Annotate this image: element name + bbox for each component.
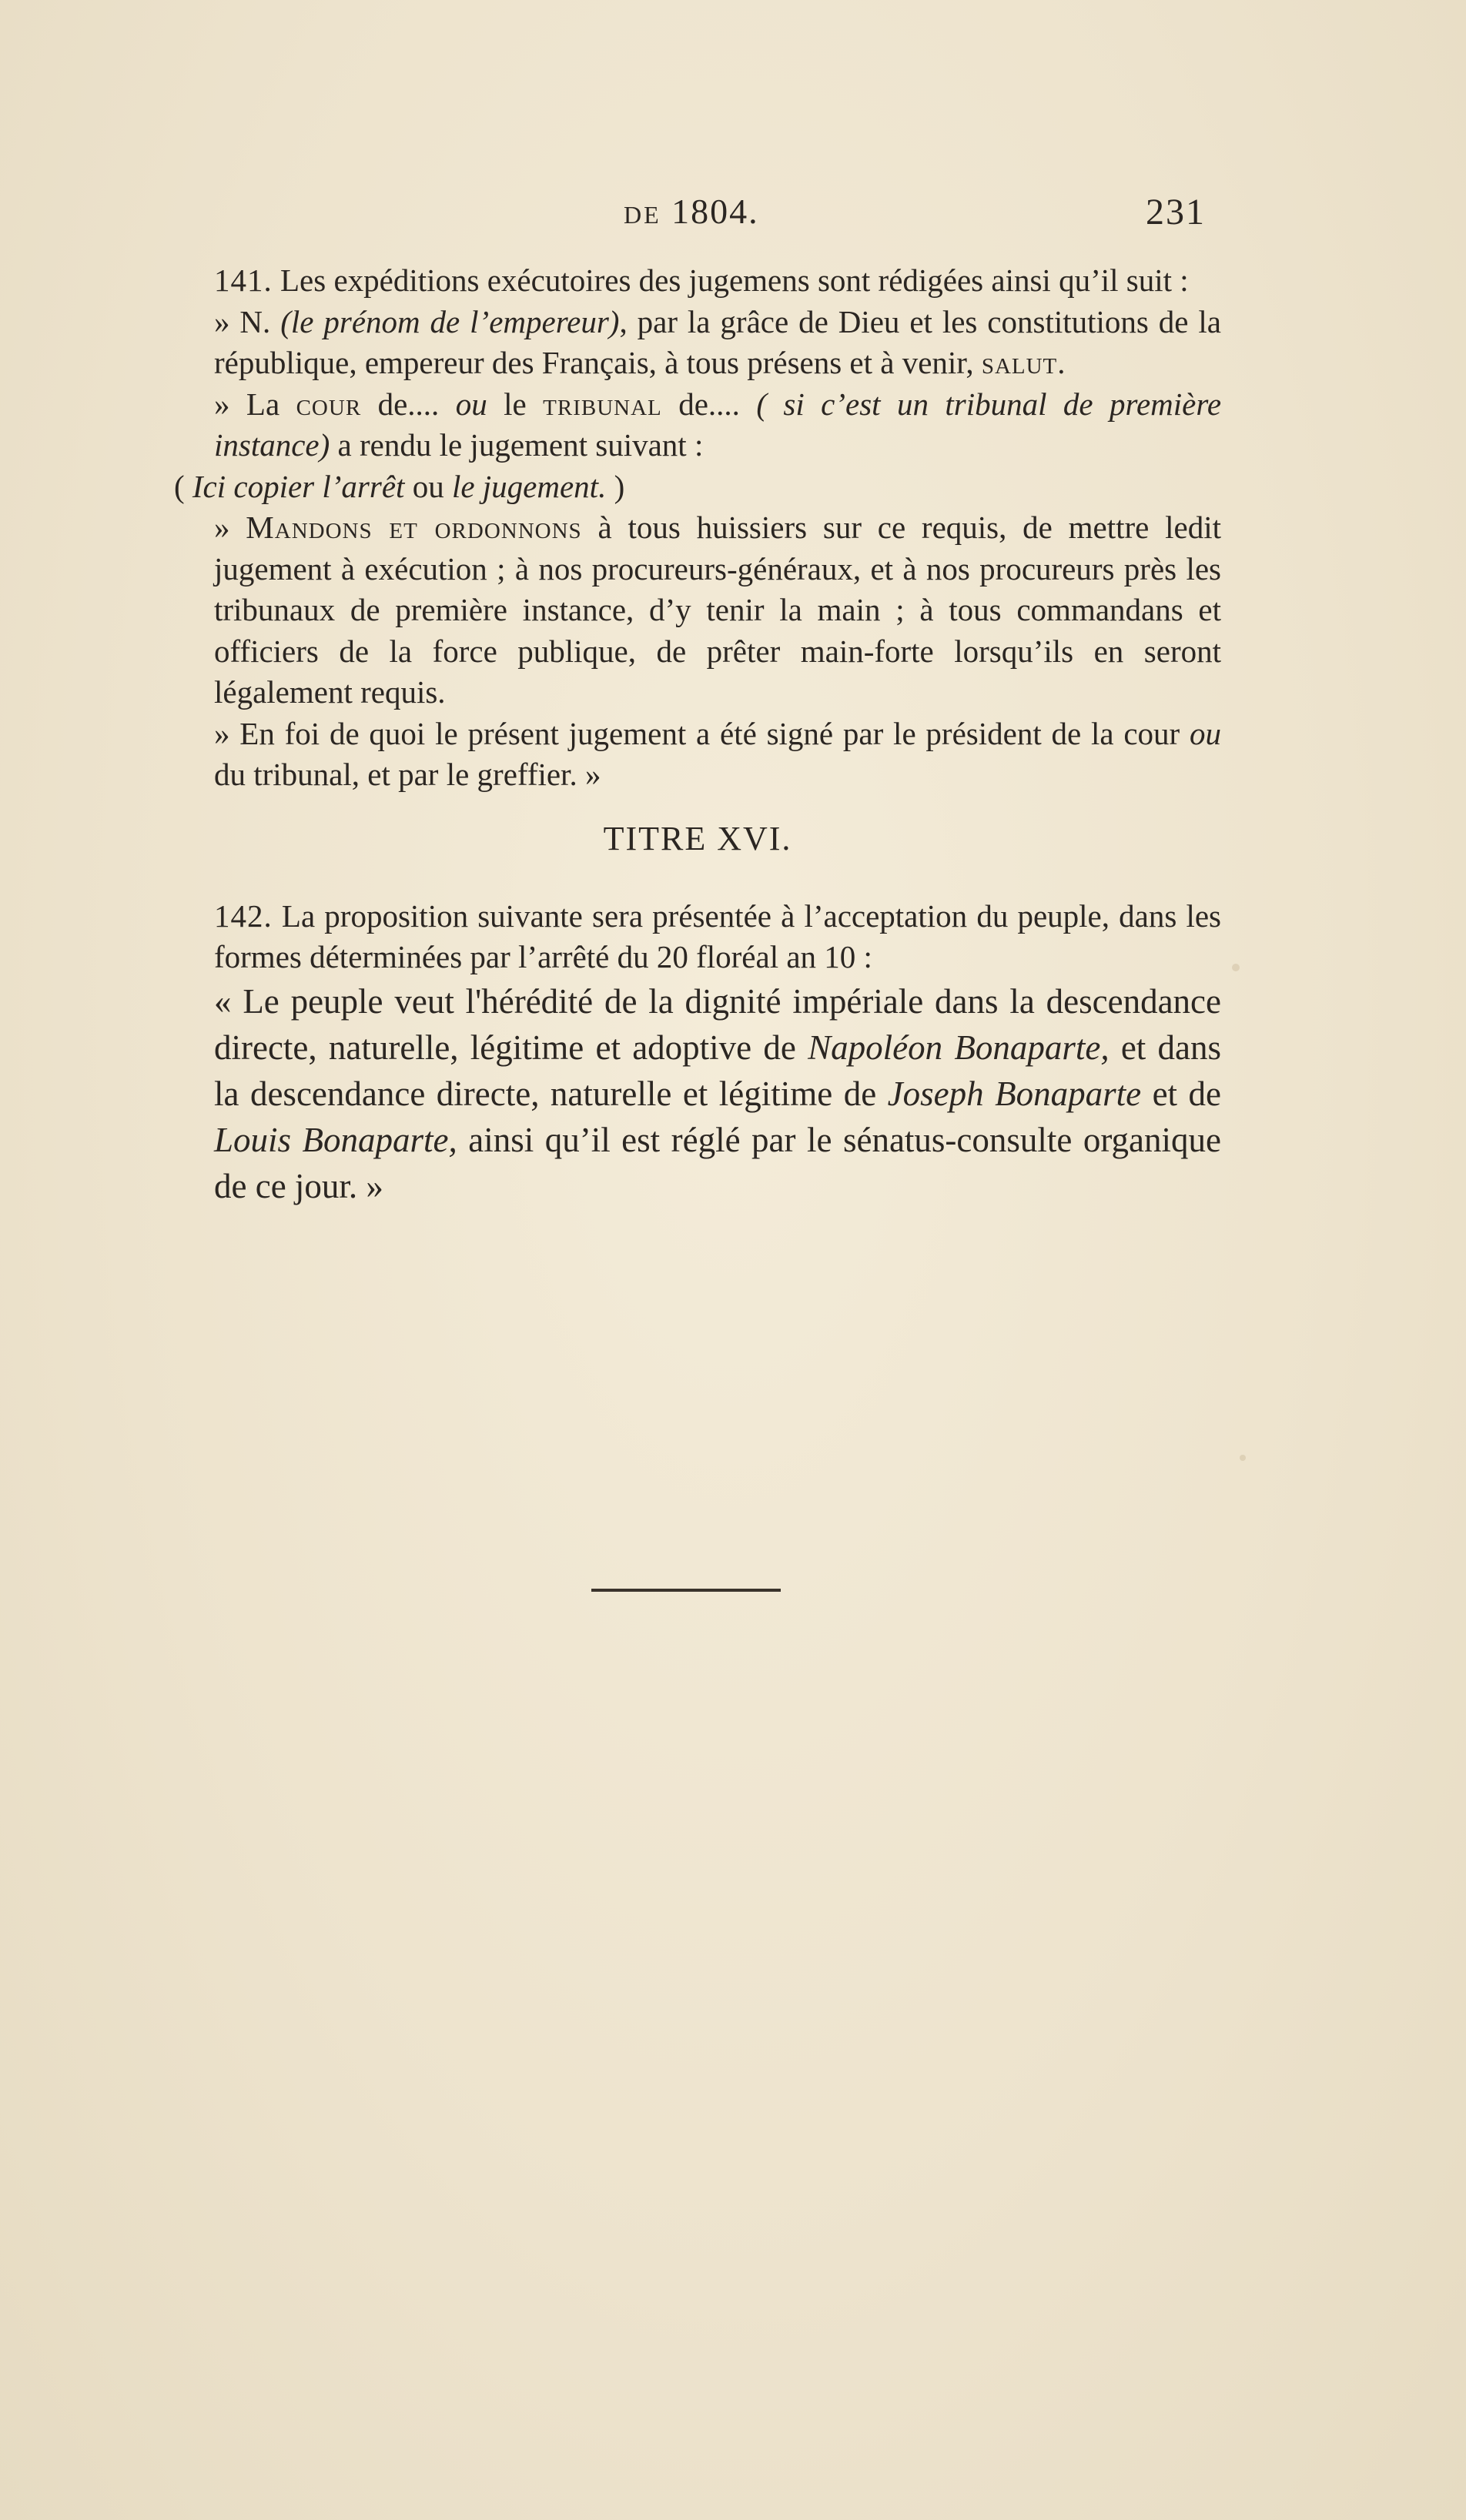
instruction-line bbox=[174, 466, 1221, 508]
formula-text: a rendu le jugement suivant : bbox=[337, 427, 704, 463]
instruction-text: ) bbox=[614, 468, 625, 504]
formula-small-caps: cour bbox=[296, 386, 362, 422]
article-142-intro-text: La proposition suivante sera présentée à l’acceptation du peuple, dans les formes déterminées par l’arrêté du 20 floréal an 10 : bbox=[214, 897, 1222, 974]
proposition-paragraph bbox=[174, 978, 1221, 1209]
formula-text: » La bbox=[214, 386, 280, 422]
proposition-text: ainsi qu’il est réglé par le sénatus-consulte organique de ce jour. » bbox=[214, 1120, 1221, 1205]
instruction-italic: le jugement. bbox=[451, 468, 607, 504]
paper-spot bbox=[1240, 1455, 1246, 1461]
running-title-year: 1804. bbox=[671, 192, 759, 231]
article-number: 142. bbox=[214, 897, 273, 934]
proposition-text: et dans la descendance directe, naturelle et légitime de bbox=[214, 1028, 1222, 1113]
formula-small-caps: Mandons et ordonnons bbox=[246, 510, 582, 545]
formula-small-caps: salut. bbox=[981, 345, 1066, 380]
proposition-text: « Le peuple veut l'hérédité de la dignité impériale dans la descendance directe, naturelle, légitime et adoptive de bbox=[214, 981, 1221, 1067]
formula-text: » bbox=[214, 510, 230, 545]
article-142-intro bbox=[174, 896, 1221, 978]
instruction-text: ou bbox=[412, 468, 444, 504]
page-number: 231 bbox=[1146, 192, 1206, 232]
proposition-italic: Joseph Bonaparte bbox=[887, 1074, 1142, 1113]
formula-text: du tribunal, et par le greffier. » bbox=[214, 757, 601, 792]
running-title bbox=[624, 191, 759, 232]
formula-text: , par la grâce de Dieu et les constitutions de la république, empereur des Français, à tous présens et à venir, bbox=[214, 303, 1221, 380]
formula-italic: ( si c’est un tribunal de première instance) bbox=[214, 386, 1222, 463]
instruction-text: ( bbox=[174, 468, 185, 504]
article-number: 141. bbox=[214, 262, 273, 298]
formula-paragraph bbox=[174, 507, 1221, 714]
formula-text: de.... bbox=[678, 386, 740, 422]
formula-paragraph bbox=[174, 302, 1221, 384]
formula-italic: ou bbox=[1190, 715, 1222, 751]
formula-text: » N. bbox=[214, 303, 271, 339]
formula-text: de.... bbox=[377, 386, 440, 422]
paper-spot bbox=[1232, 964, 1240, 971]
title-heading: TITRE XVI. bbox=[603, 819, 792, 857]
running-head bbox=[0, 191, 1466, 245]
formula-italic: ou bbox=[455, 386, 487, 422]
formula-text: le bbox=[504, 386, 527, 422]
main-text bbox=[174, 260, 1221, 1209]
proposition-text: et de bbox=[1152, 1074, 1222, 1113]
proposition-italic: Louis Bonaparte, bbox=[214, 1120, 457, 1159]
article-141-intro-text: Les expéditions exécutoires des jugemens sont rédigées ainsi qu’il suit : bbox=[280, 262, 1189, 298]
running-title-prefix: DE bbox=[624, 201, 661, 229]
formula-text: » En foi de quoi le présent jugement a été signé par le président de la cour bbox=[214, 715, 1180, 751]
formula-italic: (le prénom de l’empereur) bbox=[280, 303, 620, 339]
formula-small-caps: tribunal bbox=[543, 386, 662, 422]
formula-paragraph bbox=[174, 714, 1221, 796]
proposition-italic: Napoléon Bonaparte, bbox=[808, 1028, 1110, 1067]
instruction-italic: Ici copier l’arrêt bbox=[192, 468, 405, 504]
article-141-intro bbox=[174, 260, 1221, 302]
end-rule bbox=[591, 1589, 781, 1592]
formula-paragraph bbox=[174, 384, 1221, 466]
formula-text: à tous huissiers sur ce requis, de mettre ledit jugement à exécution ; à nos procureurs-généraux, et à nos procureurs près les tribunaux de première instance, d’y tenir la main ; à tous commandans et officiers de la force publique, de prêter main-forte lorsqu’ils en seront légalement requis. bbox=[214, 510, 1222, 710]
